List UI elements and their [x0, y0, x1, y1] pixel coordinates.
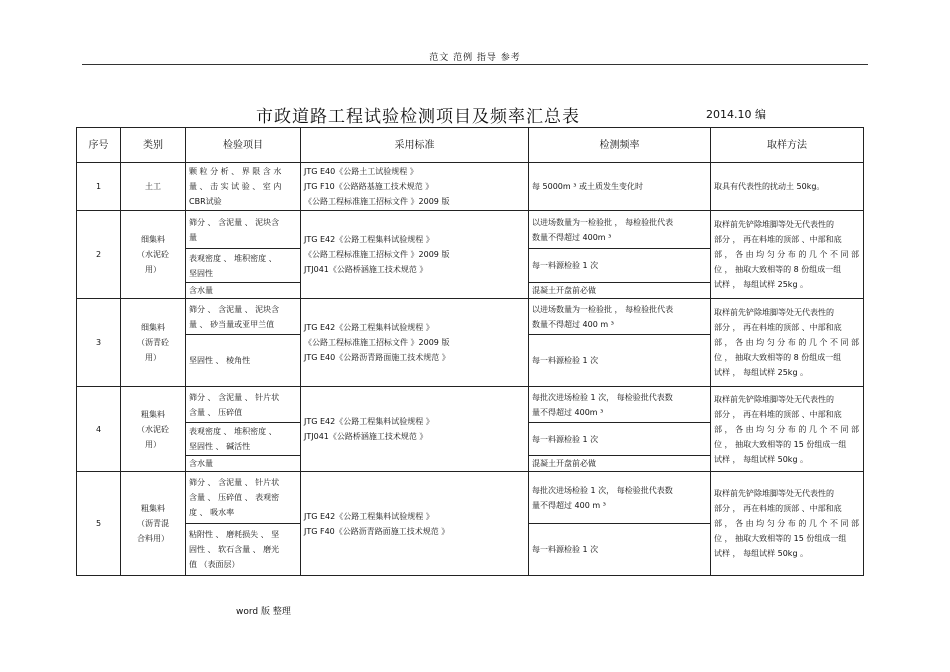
column-header-standard: 采用标准	[301, 128, 529, 163]
test-item: 筛分 、 含泥量 、 泥块含 量 、 砂当量或亚甲兰值	[186, 299, 301, 335]
column-header-frequency: 检测频率	[529, 128, 711, 163]
row-category: 细集料 （沥青砼 用）	[121, 299, 186, 387]
test-item: 粘附性 、 磨耗损失 、 坚 固性 、 软石含量 、 磨光 值 （表面层）	[186, 524, 301, 576]
frequency-cell: 每一料源检验 1 次	[529, 423, 711, 456]
standard-cell: JTG E42《公路工程集料试验规程 》 《公路工程标准施工招标文件 》2009 版 JTG E40《公路沥青路面施工技术规范 》	[301, 299, 529, 387]
column-header-category: 类别	[121, 128, 186, 163]
test-item: 含水量	[186, 456, 301, 472]
document-date: 2014.10 编	[706, 108, 766, 121]
row-number: 5	[77, 472, 121, 576]
test-item: 表观密度 、 堆积密度 、 坚固性 、 碱活性	[186, 423, 301, 456]
frequency-cell: 以进场数量为一检验批 ， 每检验批代表 数量不得超过 400m ³	[529, 211, 711, 249]
standard-cell: JTG E40《公路土工试验规程 》 JTG F10《公路路基施工技术规范 》 《公路工程标准施工招标文件 》2009 版	[301, 163, 529, 211]
frequency-table	[76, 127, 864, 576]
header-rule	[82, 64, 868, 65]
frequency-cell: 每批次进场检验 1 次， 每检验批代表数 量不得超过 400m ³	[529, 387, 711, 423]
table-row	[77, 472, 864, 524]
table-header-row	[77, 128, 864, 163]
sampling-cell: 取样前先铲除堆脚等处无代表性的 部分 ， 再在料堆的顶部 、中部和底 部 ， 各 由 均 匀 分 布 的 几 个 不 同 部 位 ， 抽取大致相等的 8 份组成一组 试样 ， 每组试样 25kg 。	[711, 211, 864, 299]
column-header-items: 检验项目	[186, 128, 301, 163]
frequency-cell: 每批次进场检验 1 次， 每检验批代表数 量不得超过 400 m ³	[529, 472, 711, 524]
frequency-cell: 每 5000m ³ 或土质发生变化时	[529, 163, 711, 211]
row-number: 4	[77, 387, 121, 472]
table-row	[77, 387, 864, 423]
row-number: 2	[77, 211, 121, 299]
standard-cell: JTG E42《公路工程集料试验规程 》 JTG F40《公路沥青路面施工技术规范 》	[301, 472, 529, 576]
test-item: 筛分 、 含泥量 、 泥块含 量	[186, 211, 301, 249]
sampling-cell: 取样前先铲除堆脚等处无代表性的 部分 ， 再在料堆的顶部 、中部和底 部 ， 各 由 均 匀 分 布 的 几 个 不 同 部 位 ， 抽取大致相等的 15 份组成一组 试样 ， 每组试样 50kg 。	[711, 387, 864, 472]
frequency-cell: 每一料源检验 1 次	[529, 249, 711, 283]
column-header-no: 序号	[77, 128, 121, 163]
column-header-sampling: 取样方法	[711, 128, 864, 163]
page-header: 范文 范例 指导 参考	[429, 53, 521, 63]
test-item: 含水量	[186, 283, 301, 299]
table-row	[77, 299, 864, 335]
frequency-cell: 混凝土开盘前必做	[529, 283, 711, 299]
row-category: 粗集料 （沥青混 合料用）	[121, 472, 186, 576]
test-item: 表观密度 、 堆积密度 、 坚固性	[186, 249, 301, 283]
row-number: 3	[77, 299, 121, 387]
frequency-cell: 以进场数量为一检验批 ， 每检验批代表 数量不得超过 400 m ³	[529, 299, 711, 335]
table-row	[77, 211, 864, 249]
sampling-cell: 取样前先铲除堆脚等处无代表性的 部分 ， 再在料堆的顶部 、中部和底 部 ， 各 由 均 匀 分 布 的 几 个 不 同 部 位 ， 抽取大致相等的 15 份组成一组 试样 ， 每组试样 50kg 。	[711, 472, 864, 576]
frequency-cell: 每一料源检验 1 次	[529, 524, 711, 576]
standard-cell: JTG E42《公路工程集料试验规程 》 《公路工程标准施工招标文件 》2009 版 JTJ041《公路桥涵施工技术规范 》	[301, 211, 529, 299]
test-item: 颗 粒 分 析 、 界 限 含 水 量 、 击 实 试 验 、 室 内 CBR试验	[186, 163, 301, 211]
row-category: 土工	[121, 163, 186, 211]
row-category: 粗集料 （水泥砼 用）	[121, 387, 186, 472]
test-item: 坚固性 、 棱角性	[186, 335, 301, 387]
test-item: 筛分 、 含泥量 、 针片状 含量 、 压碎值 、 表观密 度 、 吸水率	[186, 472, 301, 524]
document-title: 市政道路工程试验检测项目及频率汇总表	[256, 107, 580, 127]
row-category: 细集料 （水泥砼 用）	[121, 211, 186, 299]
frequency-cell: 每一料源检验 1 次	[529, 335, 711, 387]
sampling-cell: 取样前先铲除堆脚等处无代表性的 部分 ， 再在料堆的顶部 、中部和底 部 ， 各 由 均 匀 分 布 的 几 个 不 同 部 位 ， 抽取大致相等的 8 份组成一组 试样 ， 每组试样 25kg 。	[711, 299, 864, 387]
standard-cell: JTG E42《公路工程集料试验规程 》 JTJ041《公路桥涵施工技术规范 》	[301, 387, 529, 472]
row-number: 1	[77, 163, 121, 211]
test-item: 筛分 、 含泥量 、 针片状 含量 、 压碎值	[186, 387, 301, 423]
page-footer: word 版 整理	[236, 607, 291, 617]
sampling-cell: 取具有代表性的扰动土 50kg。	[711, 163, 864, 211]
table-row	[77, 163, 864, 211]
frequency-cell: 混凝土开盘前必做	[529, 456, 711, 472]
